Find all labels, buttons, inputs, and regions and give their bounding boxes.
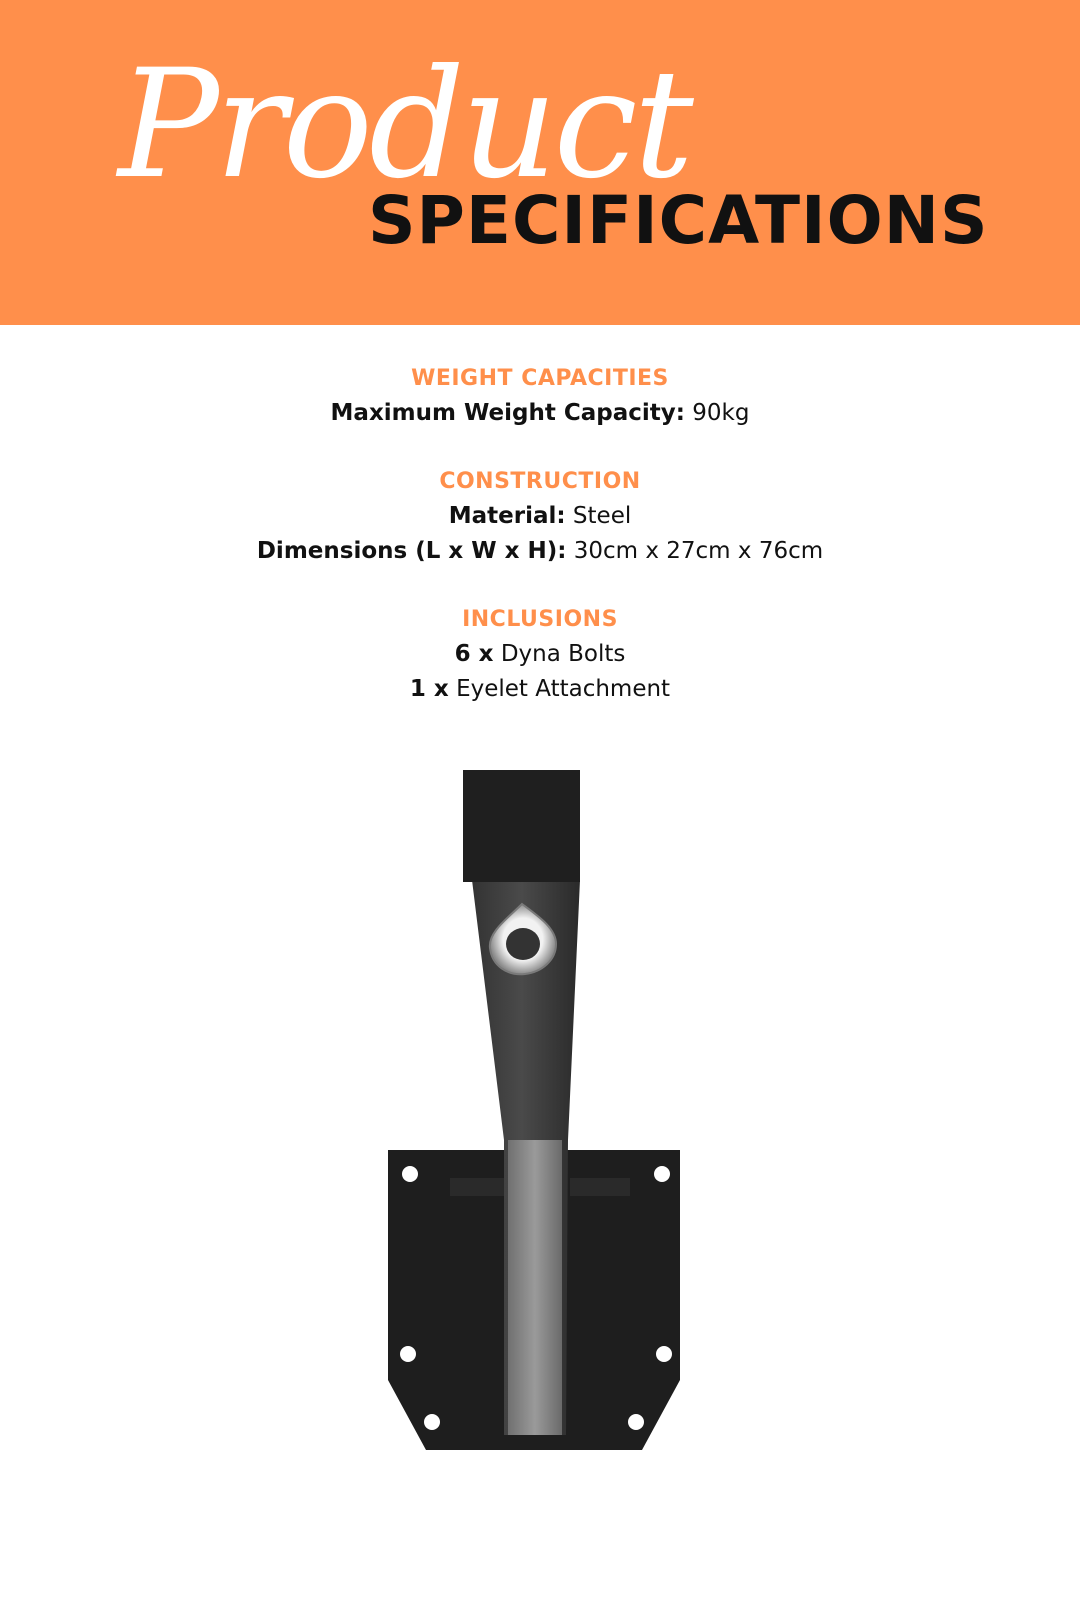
- section-construction: [0, 465, 1080, 569]
- script-title: Product: [118, 38, 690, 212]
- section-inclusions: [0, 603, 1080, 707]
- spec-value: Dyna Bolts: [500, 641, 626, 667]
- spec-value: Eyelet Attachment: [456, 676, 671, 702]
- spec-line-max-weight: [0, 396, 1080, 431]
- spec-label: Maximum Weight Capacity:: [330, 400, 685, 426]
- bolt-hole: [400, 1346, 416, 1362]
- section-heading: WEIGHT CAPACITIES: [411, 366, 669, 391]
- spec-line-dyna-bolts: [0, 637, 1080, 672]
- plate-bracket-left: [450, 1178, 510, 1196]
- spec-line-material: [0, 499, 1080, 534]
- wall-mount-bracket-image: [380, 770, 710, 1510]
- bolt-hole: [402, 1166, 418, 1182]
- spec-line-dimensions: [0, 534, 1080, 569]
- header-banner: [0, 0, 1080, 325]
- bolt-hole: [628, 1414, 644, 1430]
- spec-label: 1 x: [409, 676, 449, 702]
- section-heading: CONSTRUCTION: [439, 469, 641, 494]
- spec-line-eyelet: [0, 672, 1080, 707]
- spec-value: Steel: [572, 503, 632, 529]
- post-face: [508, 1140, 562, 1435]
- plate-bracket-right: [570, 1178, 630, 1196]
- spec-value: 30cm x 27cm x 76cm: [573, 538, 824, 564]
- specifications-list: [0, 362, 1080, 741]
- spec-value: 90kg: [692, 400, 750, 426]
- bolt-hole: [656, 1346, 672, 1362]
- spec-label: Dimensions (L x W x H):: [256, 538, 567, 564]
- bolt-hole: [654, 1166, 670, 1182]
- section-weight-capacities: [0, 362, 1080, 431]
- eyelet-hole: [506, 928, 540, 960]
- spec-label: Material:: [448, 503, 566, 529]
- section-heading: INCLUSIONS: [462, 607, 618, 632]
- bolt-hole: [424, 1414, 440, 1430]
- post-cap: [463, 770, 580, 882]
- page-title: SPECIFICATIONS: [368, 182, 989, 259]
- spec-label: 6 x: [454, 641, 494, 667]
